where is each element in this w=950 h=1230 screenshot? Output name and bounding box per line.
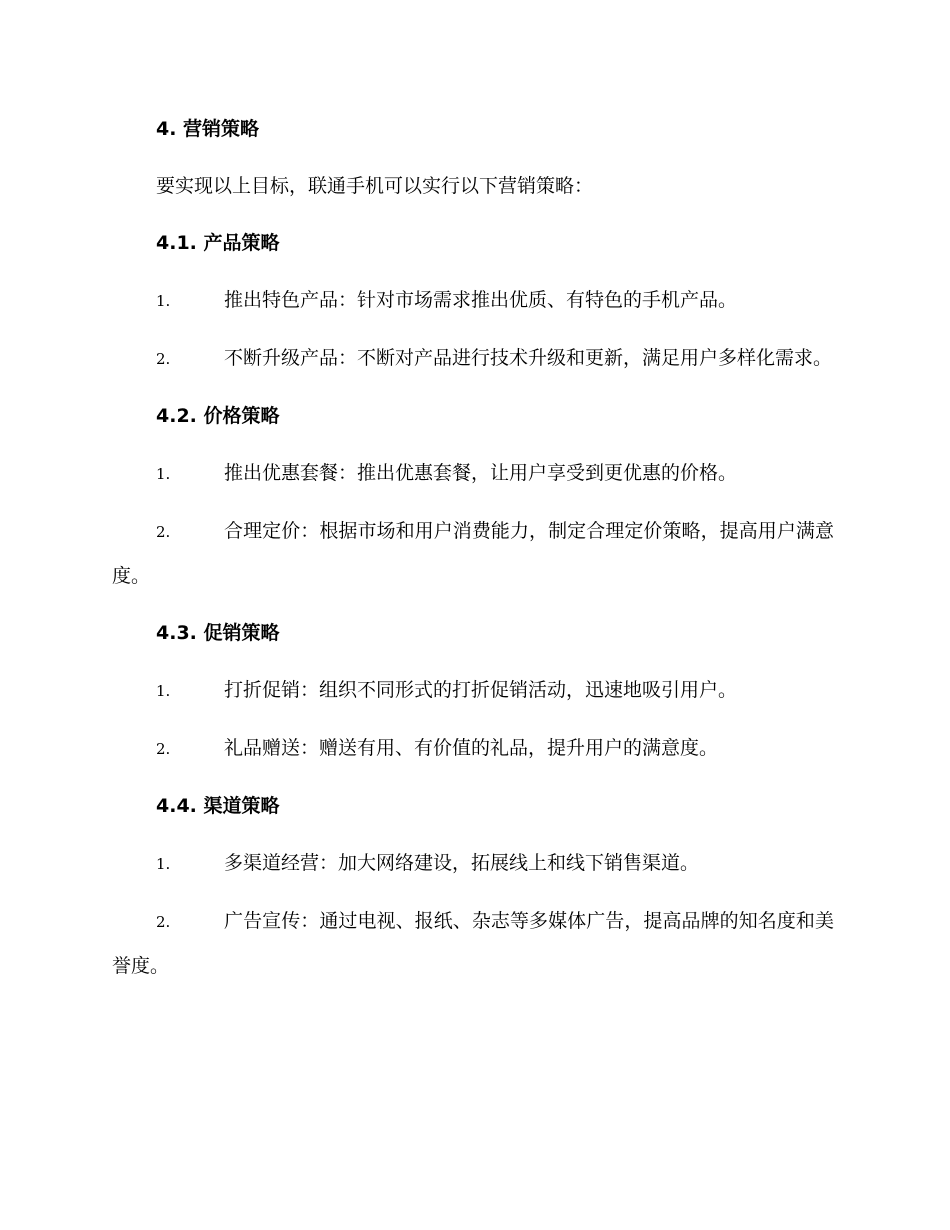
section-title: 4. 营销策略 <box>156 118 260 140</box>
list-item-number: 1. <box>156 292 171 310</box>
list-item-text: 多渠道经营：加大网络建设，拓展线上和线下销售渠道。 <box>224 852 700 874</box>
list-item <box>112 509 834 598</box>
list-item <box>112 278 834 323</box>
subsection-title-product: 4.1. 产品策略 <box>156 232 280 254</box>
subsection-title-price: 4.2. 价格策略 <box>156 405 280 427</box>
list-item-text: 推出优惠套餐：推出优惠套餐，让用户享受到更优惠的价格。 <box>224 462 738 484</box>
list-item <box>112 899 834 988</box>
list-item-number: 2. <box>156 523 171 541</box>
list-item <box>112 336 834 381</box>
list-item <box>112 726 834 771</box>
list-item-text: 打折促销：组织不同形式的打折促销活动，迅速地吸引用户。 <box>224 679 738 701</box>
subsection-title-channel: 4.4. 渠道策略 <box>156 795 280 817</box>
list-item <box>112 668 834 713</box>
list-item <box>112 841 834 886</box>
list-item-number: 2. <box>156 350 171 368</box>
list-item-number: 1. <box>156 465 171 483</box>
list-item-text: 礼品赠送：赠送有用、有价值的礼品，提升用户的满意度。 <box>224 737 719 759</box>
list-item-text: 推出特色产品：针对市场需求推出优质、有特色的手机产品。 <box>224 289 738 311</box>
list-item-number: 1. <box>156 855 171 873</box>
list-item-text: 合理定价：根据市场和用户消费能力，制定合理定价策略，提高用户满意度。 <box>112 520 834 587</box>
intro-paragraph: 要实现以上目标，联通手机可以实行以下营销策略： <box>156 175 594 197</box>
list-item-text: 不断升级产品：不断对产品进行技术升级和更新，满足用户多样化需求。 <box>224 347 833 369</box>
document-body <box>112 112 834 1006</box>
list-item-text: 广告宣传：通过电视、报纸、杂志等多媒体广告，提高品牌的知名度和美誉度。 <box>112 910 834 977</box>
list-item-number: 2. <box>156 913 171 931</box>
list-item-number: 1. <box>156 682 171 700</box>
list-item <box>112 451 834 496</box>
list-item-number: 2. <box>156 740 171 758</box>
subsection-title-promotion: 4.3. 促销策略 <box>156 622 280 644</box>
